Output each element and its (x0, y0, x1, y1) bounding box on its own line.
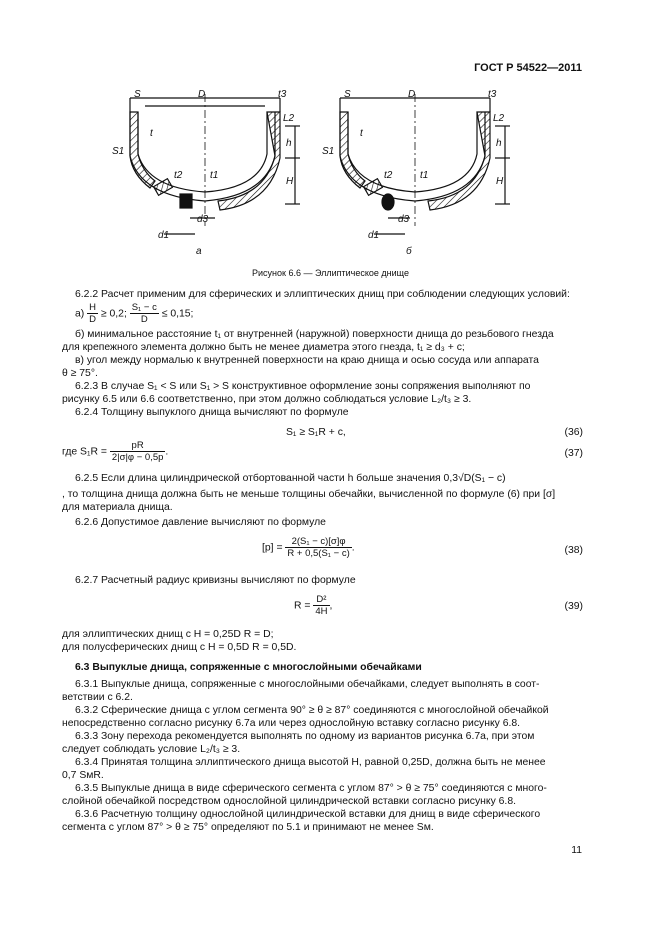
elliptical-case: для эллиптических днищ с H = 0,25D R = D; (62, 629, 274, 640)
equation-39-num: D² (313, 594, 329, 606)
para-6-3-6-line1: 6.3.6 Расчетную толщину однослойной цилиндрической вставки для днищ в виде сферического (75, 809, 541, 820)
fig-a-label-t2: t2 (174, 170, 183, 181)
fig-a-label-t3: t3 (278, 89, 287, 100)
fig-a-label-t: t (150, 128, 153, 139)
fig-b-label-t1: t1 (420, 170, 429, 181)
fig-a-label-h: h (286, 138, 292, 149)
equation-39-den: 4H (315, 606, 328, 617)
fraction-h-d-num: H (89, 302, 97, 313)
fig-a-label-d1: d1 (158, 230, 170, 241)
para-6-3-6-line2: сегмента с углом 87° > θ ≥ 75° определяют по 5.1 и принимают не менее Sм. (62, 822, 434, 833)
equation-36-number: (36) (564, 427, 583, 438)
page-number: 11 (571, 845, 582, 856)
para-6-2-5-line1: 6.2.5 Если длина цилиндрической отбортованной части h больше значения 0,3√D(S₁ − c) (75, 473, 506, 484)
para-6-2-3-line1: 6.2.3 В случае S₁ < S или S₁ > S конструктивное оформление зоны сопряжения выполняют по (75, 381, 531, 392)
figure-b-drawing (340, 94, 510, 234)
fraction-s1c-d-den: D (140, 314, 148, 325)
para-6-3-1-line2: ветствии с 6.2. (62, 692, 133, 703)
condition-c-line1: в) угол между нормалью к внутренней поверхности на краю днища и осью сосуда или аппарата (75, 355, 539, 366)
fig-a-label-d3: d3 (197, 214, 209, 225)
figure-a-drawing (130, 94, 300, 234)
para-6-3-3-line1: 6.3.3 Зону перехода рекомендуется выполнять по одному из вариантов рисунка 6.7а, при этом (75, 731, 535, 742)
condition-a-prefix: а) (75, 308, 85, 320)
fig-a-label-D: D (198, 89, 206, 100)
equation-38-fraction (285, 536, 351, 559)
condition-a-rel2: ≤ 0,15; (161, 308, 194, 320)
equation-39-fraction (313, 594, 329, 617)
fraction-h-d-den: D (89, 314, 97, 325)
equation-37-post: . (165, 446, 169, 458)
equation-36: S₁ ≥ S₁R + c, (286, 427, 346, 438)
condition-a (62, 302, 597, 325)
fig-b-label-t2: t2 (384, 170, 393, 181)
equation-37-den: 2|σ|φ − 0,5p (111, 452, 164, 463)
fig-b-label-H: H (496, 176, 504, 187)
fig-a-label-a: а (196, 246, 202, 257)
document-header: ГОСТ Р 54522—2011 (474, 62, 582, 74)
equation-39-lhs: R = (294, 600, 311, 612)
fig-a-label-S1: S1 (112, 146, 125, 157)
equation-38-lhs: [p] = (262, 542, 283, 554)
equation-38-num: 2(S₁ − c)[σ]φ (285, 536, 351, 548)
equation-37-num: pR (110, 440, 166, 452)
para-6-3-1-line1: 6.3.1 Выпуклые днища, сопряженные с многослойными обечайками, следует выполнять в соот- (75, 679, 540, 690)
equation-37-lhs: где S₁R = (62, 446, 107, 458)
fig-b-label-h: h (496, 138, 502, 149)
fig-a-label-S: S (134, 89, 141, 100)
condition-b-line2: для крепежного элемента должно быть не менее диаметра этого гнезда, t₁ ≥ d₃ + c; (62, 342, 465, 353)
para-6-2-5-line3: для материала днища. (62, 502, 173, 513)
fig-b-label-b: б (406, 246, 412, 257)
equation-39-post: , (329, 600, 333, 612)
para-6-2-4: 6.2.4 Толщину выпуклого днища вычисляют по формуле (75, 407, 349, 418)
para-6-3-2-line1: 6.3.2 Сферические днища с углом сегмента 90° ≥ θ ≥ 87° соединяются с многослойной обечайкой (75, 705, 549, 716)
fraction-s1c-d (130, 302, 159, 325)
fig-b-label-d3: d3 (398, 214, 410, 225)
para-6-2-6: 6.2.6 Допустимое давление вычисляют по формуле (75, 517, 326, 528)
hemispherical-case: для полусферических днищ с H = 0,5D R = 0,5D. (62, 642, 297, 653)
fig-b-label-t3: t3 (488, 89, 497, 100)
equation-38 (262, 536, 355, 559)
condition-a-rel1: ≥ 0,2; (100, 308, 127, 320)
condition-c-line2: θ ≥ 75°. (62, 368, 98, 379)
para-6-3-2-line2: непосредственно согласно рисунку 6.7а или через однослойную вставку согласно рисунку 6.8. (62, 718, 521, 729)
figure-caption: Рисунок 6.6 — Эллиптическое днище (252, 268, 409, 278)
fig-b-label-S1: S1 (322, 146, 335, 157)
equation-38-den: R + 0,5(S₁ − c) (287, 548, 350, 559)
fig-a-label-H: H (286, 176, 294, 187)
equation-37-fraction (110, 440, 169, 463)
para-6-2-7: 6.2.7 Расчетный радиус кривизны вычисляют по формуле (75, 575, 356, 586)
elliptical-head-figure (100, 86, 540, 262)
para-6-3-5-line1: 6.3.5 Выпуклые днища в виде сферического сегмента с углом 87° > θ ≥ 75° соединяются с много- (75, 783, 547, 794)
fig-b-label-S: S (344, 89, 351, 100)
equation-39-number: (39) (564, 601, 583, 612)
para-6-3-4-line1: 6.3.4 Принятая толщина эллиптического днища высотой H, равной 0,25D, должна быть не менее (75, 757, 546, 768)
para-6-2-3-line2: рисунку 6.5 или 6.6 соответственно, при этом должно соблюдаться условие L₂/t₃ ≥ 3. (62, 394, 472, 405)
equation-38-number: (38) (564, 545, 583, 556)
equation-38-post: . (351, 542, 355, 554)
fig-b-label-d1: d1 (368, 230, 380, 241)
fig-a-label-L2: L2 (283, 113, 295, 124)
equation-37 (62, 440, 168, 463)
condition-b-line1: б) минимальное расстояние t₁ от внутренней (наружной) поверхности днища до резьбового гнезда (75, 329, 554, 340)
fig-b-label-D: D (408, 89, 416, 100)
fig-b-label-t: t (360, 128, 363, 139)
equation-39 (294, 594, 332, 617)
equation-37-number: (37) (564, 448, 583, 459)
fraction-s1c-d-num: S₁ − c (131, 302, 157, 313)
para-6-3-5-line2: слойной обечайкой посредством однослойной цилиндрической вставки согласно рисунку 6.8. (62, 796, 516, 807)
fig-b-label-L2: L2 (493, 113, 505, 124)
section-6-3-heading: 6.3 Выпуклые днища, сопряженные с многослойными обечайками (75, 662, 422, 673)
para-6-2-2: 6.2.2 Расчет применим для сферических и эллиптических днищ при соблюдении следующих условий: (75, 289, 570, 300)
fig-a-label-t1: t1 (210, 170, 219, 181)
para-6-3-4-line2: 0,7 SмR. (62, 770, 104, 781)
para-6-3-3-line2: следует соблюдать условие L₂/t₃ ≥ 3. (62, 744, 241, 755)
fraction-h-d (87, 302, 98, 325)
para-6-2-5-line2: , то толщина днища должна быть не меньше толщины обечайки, вычисленной по формуле (6) при [σ] (62, 489, 556, 500)
